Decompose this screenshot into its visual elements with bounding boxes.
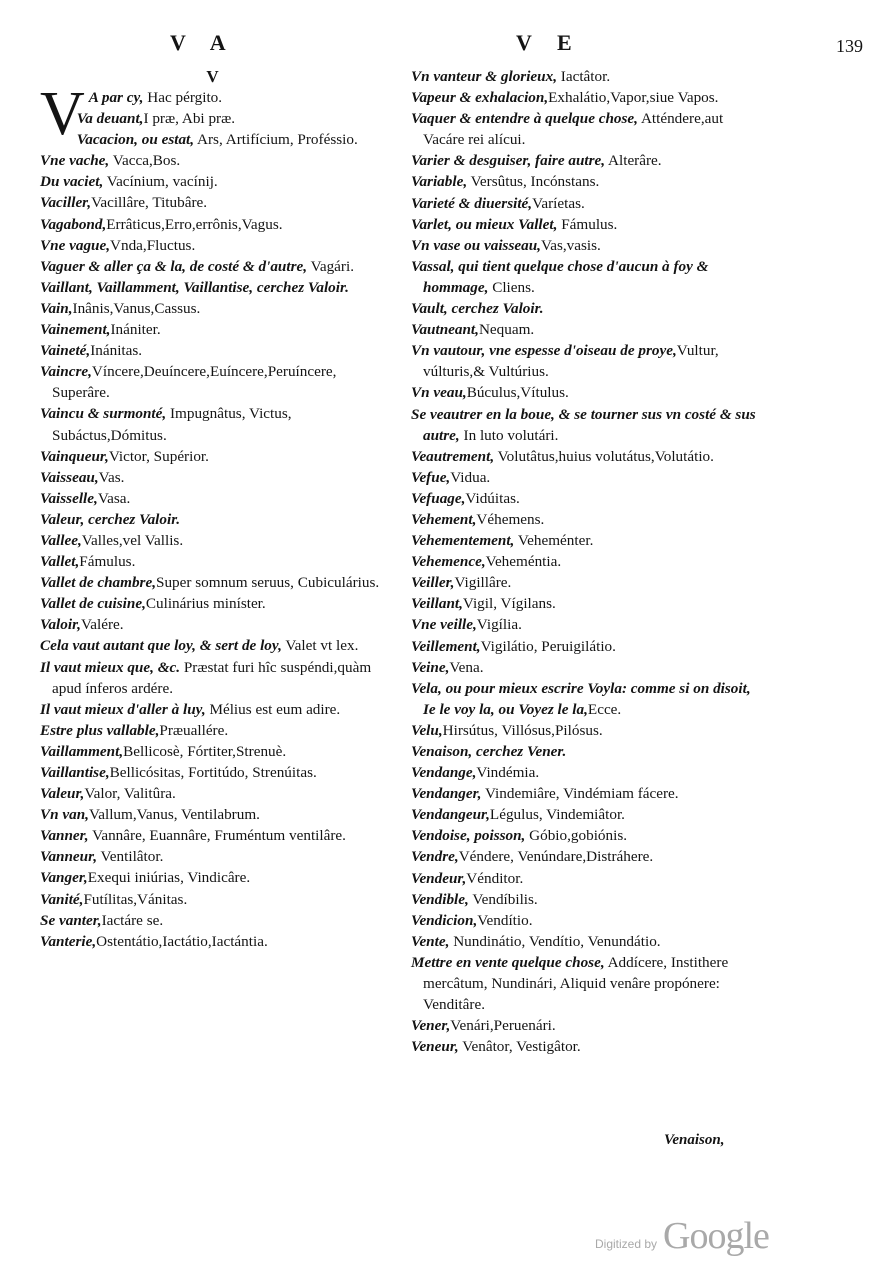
entry-french: Vefuage, (411, 489, 466, 507)
entry-latin: Vacínium, vacínij. (103, 173, 218, 191)
entry-french: Vn veau, (411, 384, 467, 402)
entry-latin: Exequi iniúrias, Vindicâre. (87, 869, 251, 887)
dictionary-entry (40, 171, 385, 192)
entry-french: Vaillantise, (40, 764, 110, 781)
entry-french: Vn van, (40, 806, 89, 824)
dictionary-entry (411, 404, 763, 446)
entry-latin: Præuallére. (159, 721, 229, 739)
entry-latin: Vasa. (97, 489, 131, 507)
entry-french: Vendible, (411, 890, 469, 908)
dictionary-entry (40, 572, 385, 593)
entry-french: Vaquer & entendre à quelque chose, (411, 110, 638, 128)
entry-latin: Vigilátio, Peruigilátio. (480, 637, 616, 655)
entry-french: Vendanger, (411, 785, 482, 803)
entry-french: Vaineté, (40, 342, 91, 360)
entry-french: Vagabond, (40, 215, 107, 233)
drop-cap: V (40, 80, 85, 148)
entry-french: Variable, (411, 173, 468, 191)
dictionary-entry (411, 720, 763, 741)
entry-latin: Hirsútus, Villósus,Pilósus. (442, 721, 603, 739)
entry-latin: Vindemiâre, Vindémiam fácere. (481, 785, 679, 803)
entry-latin: Ventilâtor. (97, 848, 164, 866)
dictionary-entry (411, 551, 763, 572)
dictionary-entry (40, 825, 385, 846)
dictionary-entry (411, 910, 763, 931)
dictionary-entry (40, 192, 385, 213)
entry-latin: Veheméntia. (485, 553, 562, 571)
dictionary-entry (411, 108, 763, 150)
entry-latin: Valére. (80, 616, 124, 634)
entry-latin: Vigillâre. (454, 574, 512, 592)
entry-french: Vaincu & surmonté, (40, 405, 167, 423)
entry-french: Estre plus vallable, (40, 721, 160, 739)
dictionary-entry (40, 614, 385, 635)
entry-latin: Vénditor. (466, 869, 524, 887)
dictionary-entry (40, 298, 385, 319)
dictionary-entry (411, 150, 763, 171)
dictionary-entry (411, 446, 763, 467)
entry-latin: Iactâtor. (557, 68, 611, 85)
entry-latin: Atténdere,aut Vacáre rei alícui. (423, 110, 724, 149)
dictionary-entry (411, 952, 763, 1015)
dictionary-entry (40, 720, 385, 741)
entry-french: Vautneant, (411, 321, 479, 339)
entry-french: Vne vache, (40, 152, 110, 170)
dictionary-entry (411, 488, 763, 509)
dictionary-entry (40, 783, 385, 804)
entry-latin: Vigil, Vígilans. (462, 595, 556, 613)
entry-latin: Vendítio. (477, 911, 533, 929)
entry-french: Il vaut mieux d'aller à luy, (40, 700, 206, 718)
dictionary-entry (411, 66, 763, 87)
dictionary-entry (40, 699, 385, 720)
entry-french: Venaison, cerchez Vener. (411, 743, 567, 760)
entry-latin: Víncere,Deuíncere,Euíncere,Peruíncere, Superâre. (52, 363, 337, 402)
dictionary-entry (40, 488, 385, 509)
dictionary-entry (40, 931, 385, 952)
entry-french: Vendeur, (411, 869, 467, 887)
dictionary-entry (411, 171, 763, 192)
entry-french: Veneur, (411, 1038, 459, 1056)
entry-french: Vendicion, (411, 911, 478, 929)
catchword: Venaison, (664, 1132, 725, 1148)
dictionary-entry (40, 361, 385, 403)
watermark-small-text: Digitized by (595, 1237, 658, 1251)
entry-latin: Vultur, vúlturis,& Vultúrius. (423, 342, 719, 381)
entry-french: Vapeur & exhalacion, (411, 89, 549, 107)
entry-latin: Nequam. (478, 321, 535, 339)
entry-latin: Alterâre. (605, 152, 662, 170)
dictionary-entry (411, 762, 763, 783)
dictionary-entry (40, 235, 385, 256)
dictionary-entry (411, 741, 763, 762)
entry-french: Vallet de chambre, (40, 574, 157, 592)
dictionary-entry (40, 108, 385, 129)
entry-french: Vela, ou pour mieux escrire Voyla: comme si on disoit, Ie le voy la, ou Voyez le la, (411, 679, 751, 718)
dictionary-entry (411, 340, 763, 382)
entry-latin: In luto volutári. (459, 426, 559, 444)
entry-french: Vne vague, (40, 236, 111, 254)
entry-latin: Ostentátio,Iactátio,Iactántia. (96, 932, 268, 950)
dictionary-entry (411, 382, 763, 403)
entry-latin: Venâtor, Vestigâtor. (458, 1038, 581, 1056)
entry-latin: Futílitas,Vánitas. (83, 890, 188, 908)
entry-french: Vn vase ou vaisseau, (411, 236, 541, 254)
entry-french: Veillement, (411, 637, 481, 655)
entry-french: Du vaciet, (40, 173, 104, 191)
entry-french: Vente, (411, 932, 450, 950)
entry-latin: Ecce. (587, 700, 622, 718)
dictionary-entry (40, 593, 385, 614)
dictionary-entry (411, 783, 763, 804)
entry-french: Veiller, (411, 574, 455, 592)
entry-french: Veillant, (411, 595, 463, 613)
dictionary-entry (411, 657, 763, 678)
entry-latin: Errâticus,Erro,errônis,Vagus. (106, 215, 283, 233)
running-head-left: V A (170, 30, 236, 55)
entry-french: Il vaut mieux que, &c. (40, 658, 181, 676)
entry-latin: Vagári. (307, 257, 355, 275)
entry-french: Vanner, (40, 827, 89, 845)
entry-french: Vefue, (411, 468, 451, 486)
entry-french: Vn vautour, vne espesse d'oiseau de proye, (411, 342, 677, 360)
dictionary-entry (40, 319, 385, 340)
entry-french: Vanité, (40, 890, 84, 908)
dictionary-entry (40, 910, 385, 931)
dictionary-entry (411, 804, 763, 825)
entry-latin: Versûtus, Incónstans. (467, 173, 600, 191)
section-letter: V (206, 67, 219, 86)
dictionary-entry (40, 214, 385, 235)
dictionary-entry (40, 467, 385, 488)
entry-latin: Veheménter. (514, 532, 594, 550)
dictionary-entry (411, 509, 763, 530)
entry-french: Vaciller, (40, 194, 92, 212)
entry-french: Vendre, (411, 848, 459, 866)
entry-french: Vacacion, ou estat, (76, 131, 195, 149)
entry-french: Veautrement, (411, 447, 495, 465)
dictionary-entry (40, 129, 385, 150)
dictionary-entry (411, 593, 763, 614)
dictionary-entry (40, 804, 385, 825)
dictionary-entry (40, 509, 385, 530)
dictionary-entry (40, 867, 385, 888)
entry-latin: Volutâtus,huius volutátus,Volutátio. (494, 447, 714, 465)
entry-french: Vn vanteur & glorieux, (411, 68, 557, 85)
entry-latin: Ars, Artifícium, Proféssio. (194, 131, 358, 149)
dictionary-entry (411, 868, 763, 889)
entry-french: Cela vaut autant que loy, & sert de loy, (40, 637, 282, 655)
entry-latin: Impugnâtus, Victus, Subáctus,Dómitus. (52, 405, 292, 444)
entry-latin: Vacillâre, Titubâre. (91, 194, 208, 212)
entry-french: Vaisseau, (40, 468, 99, 486)
entry-french: Vallet, (40, 553, 80, 571)
dictionary-entry (411, 530, 763, 551)
entry-french: Veine, (411, 658, 450, 676)
entry-latin: Vidúitas. (465, 489, 520, 507)
entry-latin: Venári,Peruenári. (450, 1017, 556, 1035)
entry-french: Vehement, (411, 510, 477, 528)
entry-latin: Vena. (449, 658, 484, 676)
dictionary-entry (40, 150, 385, 171)
dictionary-entry (411, 572, 763, 593)
entry-french: Vendange, (411, 764, 477, 782)
entry-french: Vanterie, (40, 932, 97, 950)
entry-french: Vallet de cuisine, (40, 595, 146, 613)
entry-french: Vainement, (40, 321, 111, 339)
right-column (411, 66, 763, 1057)
entry-latin: Vigília. (476, 616, 522, 634)
dictionary-entry (411, 235, 763, 256)
dictionary-entry (411, 1036, 763, 1057)
dictionary-entry (40, 635, 385, 656)
entry-french: Mettre en vente quelque chose, (411, 953, 605, 971)
google-logo-text: Google (663, 1215, 769, 1257)
dictionary-entry (411, 193, 763, 214)
entry-latin: Nundinátio, Vendítio, Venundátio. (449, 932, 661, 950)
entry-latin: Valet vt lex. (281, 637, 359, 655)
dictionary-entry (40, 277, 385, 298)
entry-latin: Inánitas. (90, 342, 143, 360)
entry-french: Vaillant, Vaillamment, Vaillantise, cerchez Valoir. (40, 278, 349, 296)
entry-french: Vehementement, (411, 532, 515, 550)
dictionary-entry (411, 319, 763, 340)
entry-french: Vanger, (40, 869, 88, 887)
dictionary-entry (40, 657, 385, 699)
entry-latin: I præ, Abi præ. (143, 110, 236, 128)
entry-french: Va deuant, (76, 110, 144, 128)
entry-latin: Vas,vasis. (540, 236, 601, 254)
entry-french: Vaisselle, (40, 489, 98, 507)
entry-french: Vault, cerchez Valoir. (411, 300, 544, 318)
dictionary-entry (40, 762, 385, 783)
dictionary-entry (411, 678, 763, 720)
entry-latin: Vacca,Bos. (109, 152, 181, 170)
entry-latin: Vindémia. (476, 764, 540, 782)
entry-latin: Inániter. (110, 321, 161, 339)
dictionary-entry (411, 87, 763, 108)
entry-latin: Addícere, Instithere mercâtum, Nundinári, Aliquid venâre propónere: Venditâre. (423, 953, 729, 1014)
dictionary-entry (40, 403, 385, 445)
entry-latin: Vidua. (450, 468, 491, 486)
entry-french: Se vanter, (40, 911, 102, 929)
entry-latin: Vannâre, Euannâre, Fruméntum ventilâre. (88, 827, 346, 845)
page-number: 139 (836, 36, 863, 56)
entry-latin: Valor, Valitûra. (84, 785, 176, 803)
entry-french: Vne veille, (411, 616, 477, 634)
entry-latin: Fámulus. (79, 553, 136, 571)
entry-french: Vainqueur, (40, 447, 109, 465)
entry-french: Velu, (411, 721, 443, 739)
entry-latin: Inânis,Vanus,Cassus. (72, 299, 201, 317)
dictionary-entry (411, 298, 763, 319)
entry-french: Vener, (411, 1017, 451, 1035)
entry-french: Vallee, (40, 531, 82, 549)
entry-latin: Super somnum seruus, Cubiculárius. (156, 574, 380, 592)
left-column (40, 66, 385, 952)
entry-latin: Iactáre se. (101, 911, 164, 929)
entry-latin: Bellicosè, Fórtiter,Strenuè. (123, 742, 287, 760)
dictionary-entry (40, 846, 385, 867)
dictionary-entry (411, 614, 763, 635)
entry-french: Varlet, ou mieux Vallet, (411, 215, 558, 233)
entry-french: Varier & desguiser, faire autre, (411, 152, 606, 170)
entry-latin: Præstat furi hîc suspéndi,quàm apud ínferos ardére. (52, 658, 372, 697)
entry-latin: Légulus, Vindemiâtor. (489, 806, 625, 824)
entry-french: Vaguer & aller ça & la, de costé & d'autre, (40, 257, 308, 275)
entry-latin: Vnda,Fluctus. (110, 236, 196, 254)
dictionary-entry (40, 741, 385, 762)
dictionary-entry (411, 1015, 763, 1036)
left-entry-list (40, 108, 385, 952)
dictionary-entry (411, 889, 763, 910)
entry-french: Valeur, (40, 785, 85, 803)
entry-latin: Hac pérgito. (143, 89, 223, 106)
entry-french: Vanneur, (40, 848, 97, 866)
entry-latin: Góbio,gobiónis. (525, 827, 628, 845)
entry-french: A par cy, (88, 89, 144, 106)
running-head-right: V E (516, 30, 582, 55)
dictionary-entry (40, 446, 385, 467)
right-entry-list (411, 66, 763, 1057)
dictionary-entry (411, 825, 763, 846)
entry-latin: Culinárius miníster. (145, 595, 266, 613)
entry-latin: Varíetas. (532, 194, 585, 212)
dictionary-entry (411, 846, 763, 867)
dictionary-entry (411, 256, 763, 298)
entry-latin: Valles,vel Vallis. (81, 531, 184, 549)
dictionary-entry (40, 530, 385, 551)
entry-latin: Vendíbilis. (468, 890, 538, 908)
entry-latin: Exhalátio,Vapor,siue Vapos. (548, 89, 719, 107)
entry-french: Valoir, (40, 616, 81, 634)
dictionary-entry (411, 931, 763, 952)
entry-french: Vendoise, poisson, (411, 827, 526, 845)
entry-french: Vendangeur, (411, 806, 490, 824)
dictionary-entry (40, 889, 385, 910)
entry-latin: Vallum,Vanus, Ventilabrum. (88, 806, 260, 824)
entry-latin: Búculus,Vítulus. (466, 384, 569, 402)
entry-latin: Véhemens. (476, 510, 545, 528)
entry-french: Vaincre, (40, 363, 92, 381)
dictionary-entry (411, 467, 763, 488)
entry-latin: Bellicósitas, Fortitúdo, Strenúitas. (109, 764, 317, 781)
dictionary-entry (411, 636, 763, 657)
entry-latin: Fámulus. (557, 215, 618, 233)
dictionary-entry (40, 551, 385, 572)
entry-french: Se veautrer en la boue, & se tourner sus vn costé & sus autre, (411, 405, 756, 444)
entry-french: Valeur, cerchez Valoir. (40, 510, 181, 528)
entry-french: Vain, (40, 299, 73, 317)
dictionary-entry (411, 214, 763, 235)
entry-latin: Victor, Supérior. (108, 447, 209, 465)
entry-french: Vassal, qui tient quelque chose d'aucun à foy & hommage, (411, 257, 709, 296)
dictionary-entry (40, 256, 385, 277)
entry-french: Vaillamment, (40, 742, 124, 760)
entry-latin: Cliens. (488, 278, 535, 296)
entry-french: Varieté & diuersité, (411, 194, 533, 212)
entry-latin: Véndere, Venúndare,Distráhere. (458, 848, 654, 866)
dictionary-entry (40, 340, 385, 361)
entry-latin: Vas. (98, 468, 125, 486)
entry-latin: Mélius est eum adire. (205, 700, 341, 718)
entry-french: Vehemence, (411, 553, 486, 571)
digitized-watermark (595, 1214, 769, 1258)
